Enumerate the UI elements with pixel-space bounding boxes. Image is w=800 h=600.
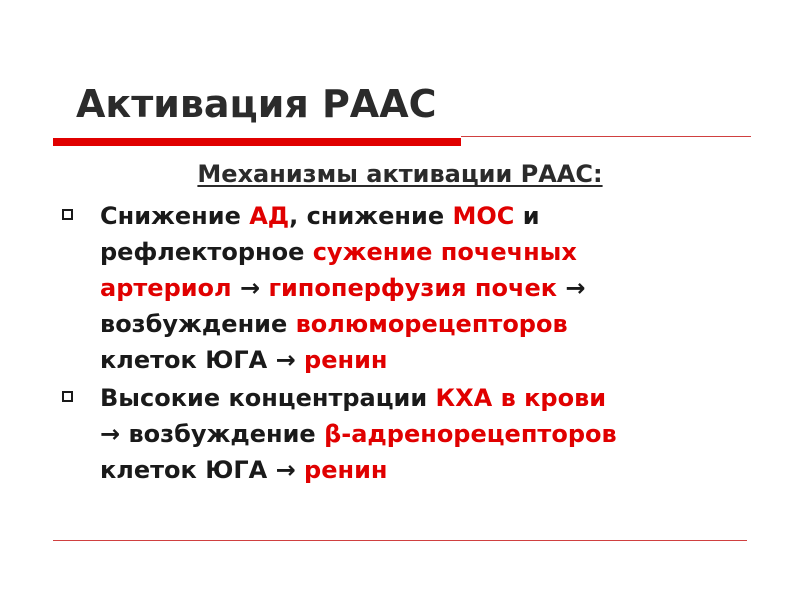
text-run: рефлекторное: [100, 238, 313, 266]
highlighted-term: артериол: [100, 274, 240, 302]
highlighted-term: АД: [249, 202, 290, 230]
highlighted-term: волюморецепторов: [295, 310, 568, 338]
text-run: возбуждение: [100, 310, 296, 338]
title-divider-line: [461, 136, 751, 137]
text-run: Снижение: [100, 202, 250, 230]
highlighted-term: ренин: [304, 346, 388, 374]
highlighted-term: МОС: [452, 202, 515, 230]
highlighted-term: КХА в крови: [435, 384, 607, 412]
hollow-square-icon: [62, 209, 73, 220]
bullet-line: [100, 416, 740, 452]
text-run: клеток ЮГА →: [100, 346, 305, 374]
text-run: и: [514, 202, 540, 230]
highlighted-term: сужение почечных: [312, 238, 577, 266]
highlighted-term: ренин: [304, 456, 388, 484]
bullet-line: [100, 234, 740, 270]
slide-subtitle: Механизмы активации РААС:: [197, 160, 603, 188]
bullet-line: [100, 270, 740, 306]
bullet-item: [100, 198, 740, 378]
title-underline-bar: [53, 138, 461, 146]
highlighted-term: гипоперфузия почек: [268, 274, 558, 302]
bullet-line: [100, 380, 740, 416]
text-run: → возбуждение: [100, 420, 325, 448]
footer-divider-line: [53, 540, 747, 541]
bullet-line: [100, 306, 740, 342]
slide-title: Активация РААС: [76, 82, 437, 126]
text-run: Высокие концентрации: [100, 384, 436, 412]
bullet-line: [100, 342, 740, 378]
text-run: →: [239, 274, 269, 302]
hollow-square-icon: [62, 391, 73, 402]
bullet-line: [100, 452, 740, 488]
text-run: , снижение: [289, 202, 453, 230]
text-run: клеток ЮГА →: [100, 456, 305, 484]
text-run: →: [557, 274, 586, 302]
bullet-item: [100, 380, 740, 488]
highlighted-term: β-адренорецепторов: [324, 420, 617, 448]
bullet-line: [100, 198, 740, 234]
